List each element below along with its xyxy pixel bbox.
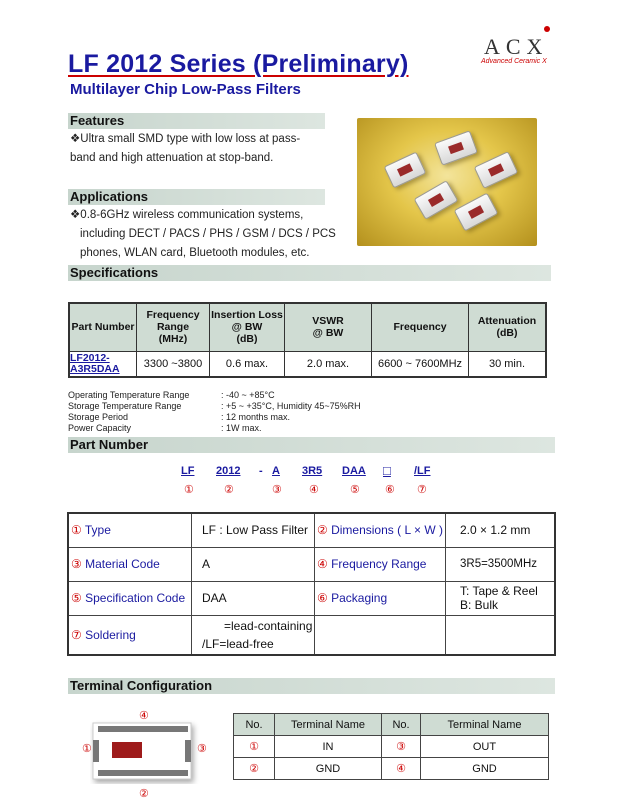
terminal-2-label: ② xyxy=(139,788,149,800)
code-material-value: A xyxy=(192,547,315,581)
cond-label: Operating Temperature Range xyxy=(68,390,190,400)
code-freq-label: ④ Frequency Range xyxy=(315,547,446,581)
cell-loss: 0.6 max. xyxy=(210,351,285,377)
terminal-3-label: ③ xyxy=(197,743,207,755)
terminal-heading: Terminal Configuration xyxy=(68,678,555,694)
pn-segment-dash: - xyxy=(259,465,263,477)
chip-image xyxy=(454,192,499,231)
pn-index: ③ xyxy=(272,484,282,496)
cond-value: : 1W max. xyxy=(221,423,262,433)
col-insertion-loss: Insertion Loss @ BW (dB) xyxy=(210,303,285,351)
code-material-label: ③ Material Code xyxy=(68,547,192,581)
specifications-heading: Specifications xyxy=(68,265,551,281)
pn-index: ⑤ xyxy=(350,484,360,496)
cond-label: Storage Period xyxy=(68,412,129,422)
term-col-no: No. xyxy=(382,714,421,736)
applications-line-2: including DECT / PACS / PHS / GSM / DCS / PCS xyxy=(80,228,336,240)
cond-label: Storage Temperature Range xyxy=(68,401,182,411)
term-col-name: Terminal Name xyxy=(275,714,382,736)
pn-segment-packaging: □ xyxy=(383,463,391,478)
code-spec-value: DAA xyxy=(192,581,315,615)
applications-heading: Applications xyxy=(68,189,325,205)
pn-index: ② xyxy=(224,484,234,496)
acx-logo xyxy=(481,30,564,70)
code-type-value: LF : Low Pass Filter xyxy=(192,513,315,547)
cond-value: : -40 ~ +85°C xyxy=(221,390,275,400)
term-col-name: Terminal Name xyxy=(421,714,549,736)
specifications-table xyxy=(68,302,547,378)
table-row xyxy=(68,513,555,547)
col-attenuation: Attenuation (dB) xyxy=(469,303,547,351)
page-title: LF 2012 Series (Preliminary) xyxy=(68,50,409,78)
features-line-1: ❖Ultra small SMD type with low loss at pass- xyxy=(70,133,301,145)
pn-segment-frequency: 3R5 xyxy=(302,465,323,477)
code-pack-value: T: Tape & Reel B: Bulk xyxy=(446,581,556,615)
col-frequency-range: Frequency Range (MHz) xyxy=(137,303,210,351)
applications-text xyxy=(70,206,336,263)
code-empty-cell xyxy=(446,615,556,655)
code-dim-label: ② Dimensions ( L × W ) xyxy=(315,513,446,547)
code-solder-label: ⑦ Soldering xyxy=(68,615,192,655)
chip-image xyxy=(474,151,519,189)
cell-frequency: 6600 ~ 7600MHz xyxy=(372,351,469,377)
logo-tagline: Advanced Ceramic X xyxy=(481,58,547,65)
cond-value: : +5 ~ +35°C, Humidity 45~75%RH xyxy=(221,401,361,411)
product-photo xyxy=(357,118,537,246)
col-vswr: VSWR @ BW xyxy=(285,303,372,351)
code-pack-label: ⑥ Packaging xyxy=(315,581,446,615)
applications-line-1: ❖0.8-6GHz wireless communication systems, xyxy=(70,209,304,221)
part-number-heading: Part Number xyxy=(68,437,555,453)
pn-segment-type: LF xyxy=(181,465,195,477)
terminal-4-label: ④ xyxy=(139,710,149,722)
features-heading: Features xyxy=(68,113,325,129)
part-code-table xyxy=(67,512,556,656)
terminal-1-label: ① xyxy=(82,743,92,755)
code-empty-cell xyxy=(315,615,446,655)
code-type-label: ① Type xyxy=(68,513,192,547)
code-dim-value: 2.0 × 1.2 mm xyxy=(446,513,556,547)
features-line-2: band and high attenuation at stop-band. xyxy=(70,152,274,164)
pn-index: ⑦ xyxy=(417,484,427,496)
chip-image xyxy=(414,180,459,220)
pn-index: ④ xyxy=(309,484,319,496)
chip-image xyxy=(434,130,478,166)
applications-line-3: phones, WLAN card, Bluetooth modules, etc. xyxy=(80,247,310,259)
pn-segment-material: A xyxy=(272,465,280,477)
pn-segment-soldering: /LF xyxy=(414,465,431,477)
code-spec-label: ⑤ Specification Code xyxy=(68,581,192,615)
pn-segment-dimension: 2012 xyxy=(216,465,241,477)
features-text xyxy=(70,130,300,168)
terminal-diagram xyxy=(90,720,200,784)
term-col-no: No. xyxy=(234,714,275,736)
code-solder-value: =lead-containing /LF=lead-free xyxy=(192,615,315,655)
code-freq-value: 3R5=3500MHz xyxy=(446,547,556,581)
col-part-number: Part Number xyxy=(69,303,137,351)
pn-index: ① xyxy=(184,484,194,496)
cond-value: : 12 months max. xyxy=(221,412,291,422)
table-row xyxy=(68,581,555,615)
pn-segment-spec: DAA xyxy=(342,465,366,477)
pn-index: ⑥ xyxy=(385,484,395,496)
page-subtitle: Multilayer Chip Low-Pass Filters xyxy=(70,81,301,98)
table-row xyxy=(68,547,555,581)
table-row xyxy=(69,351,546,377)
table-row: ① IN ③ OUT xyxy=(234,736,549,758)
terminal-table xyxy=(233,713,549,780)
cond-label: Power Capacity xyxy=(68,423,132,433)
table-row: ② GND ④ GND xyxy=(234,758,549,780)
cell-attenuation: 30 min. xyxy=(469,351,547,377)
col-frequency: Frequency xyxy=(372,303,469,351)
cell-range: 3300 ~3800 xyxy=(137,351,210,377)
cell-vswr: 2.0 max. xyxy=(285,351,372,377)
logo-letters: ACX xyxy=(484,34,549,59)
table-row xyxy=(68,615,555,655)
cell-part: LF2012- A3R5DAA xyxy=(69,351,137,377)
chip-image xyxy=(384,152,427,189)
